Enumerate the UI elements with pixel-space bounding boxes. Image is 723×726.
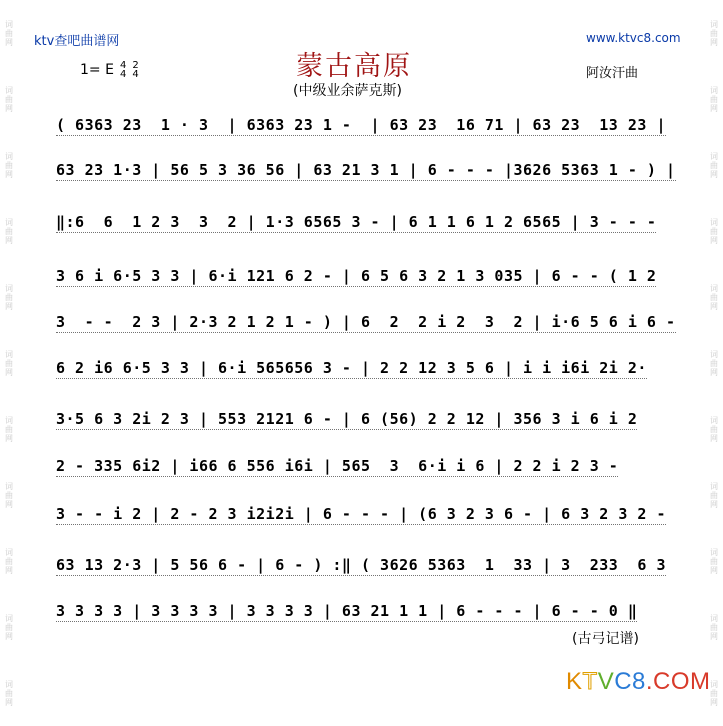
watermark-glyph: 曲 — [710, 226, 718, 236]
watermark-glyph: 词 — [710, 283, 718, 293]
watermark-glyph: 网 — [710, 565, 718, 575]
score-row: 3 - - 2 3 | 2·3 2 1 2 1 - ) | 6 2 2 i 2 3 2 | i·6 5 6 i 6 - — [56, 310, 668, 334]
watermark-glyph: 曲 — [5, 160, 13, 170]
watermark-glyph: 网 — [5, 367, 13, 377]
site-name-link[interactable]: ktv查吧曲谱网 — [34, 34, 120, 49]
watermark-glyph: 网 — [710, 631, 718, 641]
watermark-glyph: 网 — [5, 103, 13, 113]
score-row: ( 6363 23 1 · 3 | 6363 23 1 - | 63 23 16 71 | 63 23 13 23 | — [56, 113, 668, 137]
watermark-glyph: 词 — [5, 613, 13, 623]
key-signature — [80, 61, 139, 79]
watermark-glyph: 网 — [5, 433, 13, 443]
watermark-glyph: 网 — [710, 301, 718, 311]
watermark-glyph: 曲 — [710, 424, 718, 434]
watermark-glyph-group — [707, 198, 721, 264]
watermark-glyph-group — [2, 660, 16, 726]
watermark-glyph-group — [2, 594, 16, 660]
watermark-glyph: 词 — [710, 481, 718, 491]
watermark-glyph: 网 — [5, 235, 13, 245]
watermark-glyph-group — [2, 528, 16, 594]
watermark-glyph: 网 — [710, 367, 718, 377]
watermark-glyph-group — [2, 330, 16, 396]
watermark-glyph: 网 — [710, 169, 718, 179]
watermark-glyph-group — [707, 0, 721, 66]
score-row: 6 2 i6 6·5 3 3 | 6·i 565656 3 - | 2 2 12 3 5 6 | i i i6i 2i 2· — [56, 356, 668, 380]
score-row: 3 3 3 3 | 3 3 3 3 | 3 3 3 3 | 63 21 1 1 | 6 - - - | 6 - - 0 ‖ — [56, 599, 668, 623]
watermark-glyph: 曲 — [710, 94, 718, 104]
watermark-glyph: 词 — [710, 679, 718, 689]
watermark-glyph-group — [707, 66, 721, 132]
song-title: 蒙古高原 — [296, 51, 412, 82]
watermark-glyph-group — [2, 396, 16, 462]
watermark-glyph: 曲 — [5, 28, 13, 38]
watermark-glyph: 网 — [710, 499, 718, 509]
watermark-glyph: 网 — [710, 103, 718, 113]
watermark-glyph-group — [2, 462, 16, 528]
watermark-glyph: 曲 — [710, 688, 718, 698]
watermark-glyph-group — [707, 594, 721, 660]
watermark-left — [2, 0, 16, 720]
watermark-glyph: 词 — [5, 679, 13, 689]
watermark-glyph: 词 — [5, 217, 13, 227]
watermark-glyph: 曲 — [710, 622, 718, 632]
watermark-glyph-group — [2, 132, 16, 198]
key-label: 1= E — [80, 62, 114, 78]
watermark-glyph: 网 — [710, 433, 718, 443]
watermark-glyph: 词 — [710, 217, 718, 227]
watermark-glyph: 词 — [710, 349, 718, 359]
watermark-glyph: 网 — [5, 169, 13, 179]
watermark-glyph-group — [707, 132, 721, 198]
watermark-glyph: 曲 — [5, 94, 13, 104]
watermark-right — [707, 0, 721, 720]
watermark-glyph-group — [2, 264, 16, 330]
watermark-glyph: 词 — [5, 415, 13, 425]
site-url-link[interactable]: www.ktvc8.com — [586, 31, 681, 45]
watermark-glyph-group — [707, 264, 721, 330]
time-signature-2: 2 4 — [132, 60, 139, 80]
watermark-glyph: 网 — [710, 235, 718, 245]
watermark-glyph: 网 — [5, 631, 13, 641]
watermark-glyph: 词 — [5, 283, 13, 293]
watermark-glyph: 曲 — [710, 292, 718, 302]
watermark-glyph: 词 — [5, 85, 13, 95]
watermark-glyph-group — [2, 66, 16, 132]
watermark-glyph: 曲 — [5, 490, 13, 500]
watermark-glyph: 词 — [5, 481, 13, 491]
score-row: 3 6 i 6·5 3 3 | 6·i 121 6 2 - | 6 5 6 3 2 1 3 035 | 6 - - ( 1 2 — [56, 264, 668, 288]
watermark-glyph: 网 — [5, 37, 13, 47]
watermark-glyph-group — [707, 528, 721, 594]
watermark-glyph-group — [2, 198, 16, 264]
watermark-glyph: 网 — [710, 37, 718, 47]
watermark-glyph: 曲 — [710, 556, 718, 566]
watermark-glyph: 网 — [710, 697, 718, 707]
score-row: 2 - 335 6i2 | i66 6 556 i6i | 565 3 6·i i 6 | 2 2 i 2 3 - — [56, 454, 668, 478]
watermark-glyph: 词 — [5, 151, 13, 161]
time-signature-1: 4 4 — [119, 60, 127, 80]
watermark-glyph: 网 — [5, 499, 13, 509]
watermark-glyph: 网 — [5, 697, 13, 707]
watermark-glyph: 词 — [710, 415, 718, 425]
score-row: 3·5 6 3 2i 2 3 | 553 2121 6 - | 6 (56) 2 2 12 | 356 3 i 6 i 2 — [56, 407, 668, 431]
watermark-glyph: 曲 — [5, 622, 13, 632]
transcriber-note: (古弓记谱) — [572, 631, 639, 647]
watermark-glyph: 词 — [710, 19, 718, 29]
watermark-glyph: 词 — [710, 85, 718, 95]
watermark-glyph: 词 — [710, 547, 718, 557]
watermark-glyph: 词 — [5, 349, 13, 359]
composer-credit: 阿汝汗曲 — [586, 66, 639, 81]
watermark-glyph: 词 — [710, 613, 718, 623]
watermark-glyph: 词 — [5, 19, 13, 29]
watermark-glyph: 曲 — [5, 358, 13, 368]
watermark-glyph: 网 — [5, 301, 13, 311]
ktvc8-logo: KTVC8.COM — [566, 668, 711, 695]
watermark-glyph: 词 — [710, 151, 718, 161]
watermark-glyph: 曲 — [710, 490, 718, 500]
song-subtitle: (中级业余萨克斯) — [293, 83, 402, 99]
watermark-glyph: 曲 — [5, 424, 13, 434]
watermark-glyph: 曲 — [710, 358, 718, 368]
watermark-glyph: 曲 — [5, 688, 13, 698]
watermark-glyph-group — [707, 396, 721, 462]
watermark-glyph-group — [707, 462, 721, 528]
score-row: ‖:6 6 1 2 3 3 2 | 1·3 6565 3 - | 6 1 1 6 1 2 6565 | 3 - - - — [56, 210, 668, 234]
score-row: 63 23 1·3 | 56 5 3 36 56 | 63 21 3 1 | 6 - - - |3626 5363 1 - ) | — [56, 158, 668, 182]
watermark-glyph: 曲 — [710, 28, 718, 38]
watermark-glyph-group — [2, 0, 16, 66]
score-row: 63 13 2·3 | 5 56 6 - | 6 - ) :‖ ( 3626 5363 1 33 | 3 233 6 3 — [56, 553, 668, 577]
watermark-glyph: 曲 — [5, 226, 13, 236]
watermark-glyph: 词 — [5, 547, 13, 557]
watermark-glyph: 网 — [5, 565, 13, 575]
score-row: 3 - - i 2 | 2 - 2 3 i2i2i | 6 - - - | (6 3 2 3 6 - | 6 3 2 3 2 - — [56, 502, 668, 526]
watermark-glyph-group — [707, 330, 721, 396]
watermark-glyph: 曲 — [5, 556, 13, 566]
watermark-glyph: 曲 — [710, 160, 718, 170]
watermark-glyph: 曲 — [5, 292, 13, 302]
